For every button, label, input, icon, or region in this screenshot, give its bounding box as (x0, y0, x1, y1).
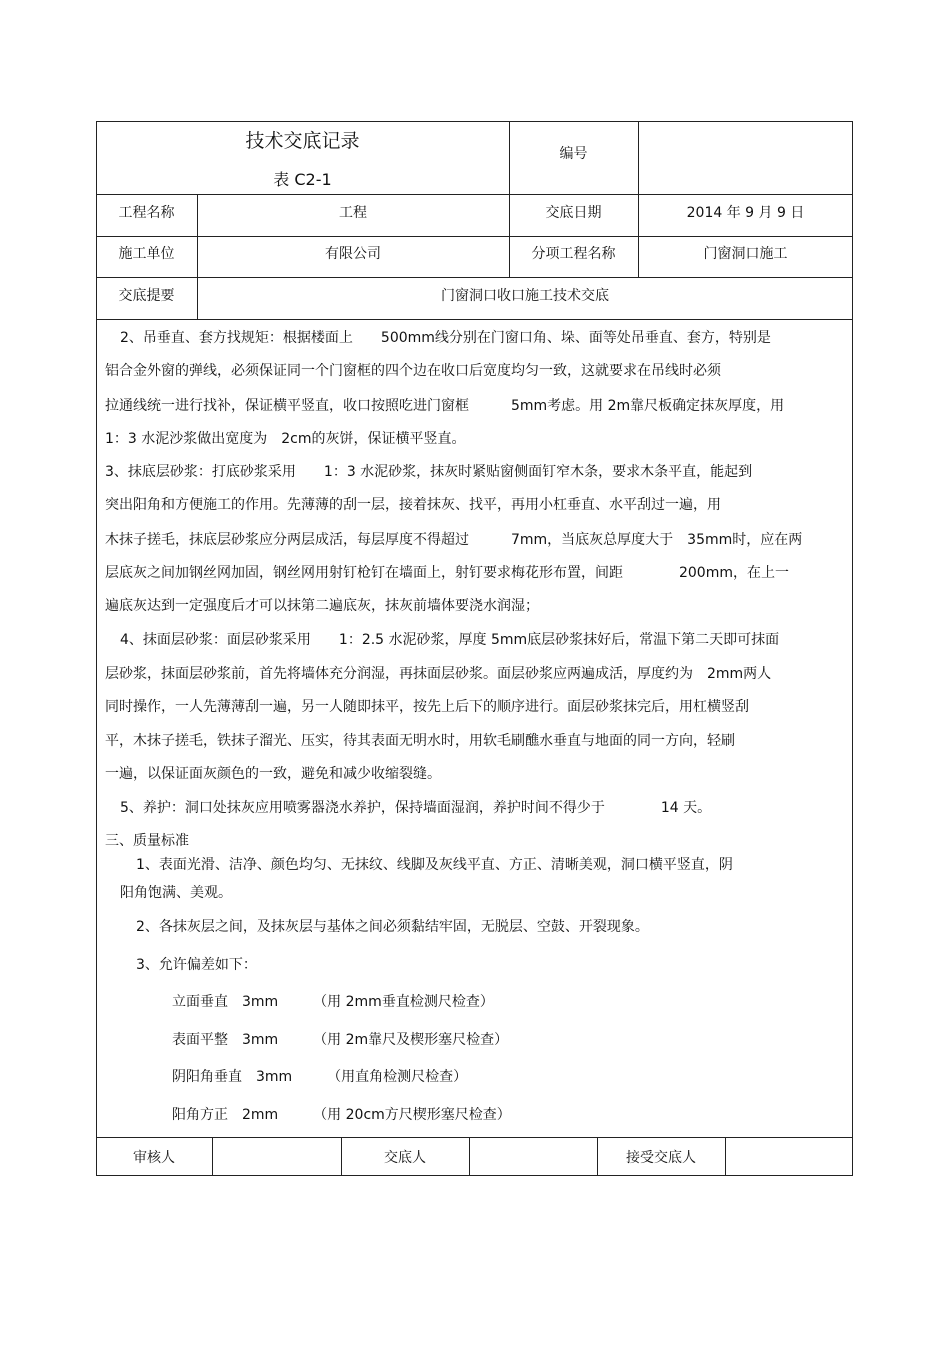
section-heading: 三、质量标准 (105, 833, 189, 849)
receiver-label: 接受交底人 (626, 1150, 696, 1166)
body-line: 拉通线统一进行找补，保证横平竖直，收口按照吃进门窗框 5mm考虑。用 2m靠尺板确定抹灰厚度，用 (105, 398, 785, 414)
form-code: 表 C2-1 (273, 170, 332, 189)
body-line: 突出阳角和方便施工的作用。先薄薄的刮一层，接着抹灰、找平，再用小杠垂直、水平刮过一遍，用 (105, 497, 721, 513)
body-line: 3、允许偏差如下： (136, 957, 257, 973)
body-line: 5、养护：洞口处抹灰应用喷雾器浇水养护，保持墙面湿润，养护时间不得少于 14 天。 (120, 800, 712, 816)
date-value[interactable]: 2014 年 9 月 9 日 (686, 205, 805, 221)
body-line: 平，木抹子搓毛，铁抹子溜光、压实，待其表面无明水时，用软毛刷醮水垂直与地面的同一方向，轻刷 (105, 733, 735, 749)
col-divider (725, 1137, 726, 1176)
reviewer-label: 审核人 (133, 1150, 175, 1166)
body-line: 1：3 水泥沙浆做出宽度为 2cm的灰饼，保证横平竖直。 (105, 431, 466, 447)
discloser-label: 交底人 (384, 1150, 426, 1166)
subproject-value[interactable]: 门窗洞口施工 (703, 246, 788, 262)
row-divider (96, 236, 853, 237)
body-line: 2、各抹灰层之间，及抹灰层与基体之间必须黏结牢固，无脱层、空鼓、开裂现象。 (136, 919, 649, 935)
row-divider (96, 194, 853, 195)
body-line: 遍底灰达到一定强度后才可以抹第二遍底灰，抹灰前墙体要浇水润湿； (105, 598, 539, 614)
row-divider (96, 277, 853, 278)
date-label: 交底日期 (545, 205, 602, 221)
unit-value[interactable]: 有限公司 (325, 246, 381, 262)
tolerance-item: 阳角方正 2mm （用 20cm方尺楔形塞尺检查） (172, 1107, 511, 1123)
row-divider (96, 1137, 853, 1138)
body-line: 木抹子搓毛，抹底层砂浆应分两层成活，每层厚度不得超过 7mm，当底灰总厚度大于 35mm时，应在两 (105, 532, 803, 548)
project-name-label: 工程名称 (118, 205, 175, 221)
body-line: 阳角饱满、美观。 (120, 885, 232, 901)
tolerance-item: 表面平整 3mm （用 2m靠尺及楔形塞尺检查） (172, 1032, 509, 1048)
body-line: 铝合金外窗的弹线，必须保证同一个门窗框的四个边在收口后宽度均匀一致，这就要求在吊线时必须 (105, 363, 721, 379)
disclosure-record-table (96, 121, 853, 1176)
body-line: 一遍，以保证面灰颜色的一致，避免和减少收缩裂缝。 (105, 766, 441, 782)
tolerance-item: 阴阳角垂直 3mm （用直角检测尺检查） (172, 1069, 468, 1085)
body-line: 4、抹面层砂浆：面层砂浆采用 1：2.5 水泥砂浆，厚度 5mm底层砂浆抹好后，常温下第二天即可抹面 (120, 632, 780, 648)
body-line: 2、吊垂直、套方找规矩：根据楼面上 500mm线分别在门窗口角、垛、面等处吊垂直、套方，特别是 (120, 330, 771, 346)
summary-label: 交底提要 (118, 288, 175, 304)
body-line: 同时操作，一人先薄薄刮一遍，另一人随即抹平，按先上后下的顺序进行。面层砂浆抹完后，用杠横竖刮 (105, 699, 749, 715)
unit-label: 施工单位 (118, 246, 175, 262)
col-divider (212, 1137, 213, 1176)
body-line: 1、表面光滑、洁净、颜色均匀、无抹纹、线脚及灰线平直、方正、清晰美观，洞口横平竖直，阴 (136, 857, 733, 873)
subproject-label: 分项工程名称 (531, 246, 616, 262)
summary-value[interactable]: 门窗洞口收口施工技术交底 (441, 288, 609, 304)
body-line: 层砂浆，抹面层砂浆前，首先将墙体充分润湿，再抹面层砂浆。面层砂浆应两遍成活，厚度约为 2mm两人 (105, 666, 772, 682)
body-line: 3、抹底层砂浆：打底砂浆采用 1：3 水泥砂浆，抹灰时紧贴窗侧面钉窄木条，要求木条平直，能起到 (105, 464, 753, 480)
col-divider (469, 1137, 470, 1176)
document-title: 技术交底记录 (245, 130, 360, 152)
number-label: 编号 (559, 146, 588, 162)
project-name-value[interactable]: 工程 (339, 205, 367, 221)
row-divider (96, 319, 853, 320)
body-line: 层底灰之间加钢丝网加固，钢丝网用射钉枪钉在墙面上，射钉要求梅花形布置，间距 200mm，在上一 (105, 565, 789, 581)
tolerance-item: 立面垂直 3mm （用 2mm垂直检测尺检查） (172, 994, 494, 1010)
